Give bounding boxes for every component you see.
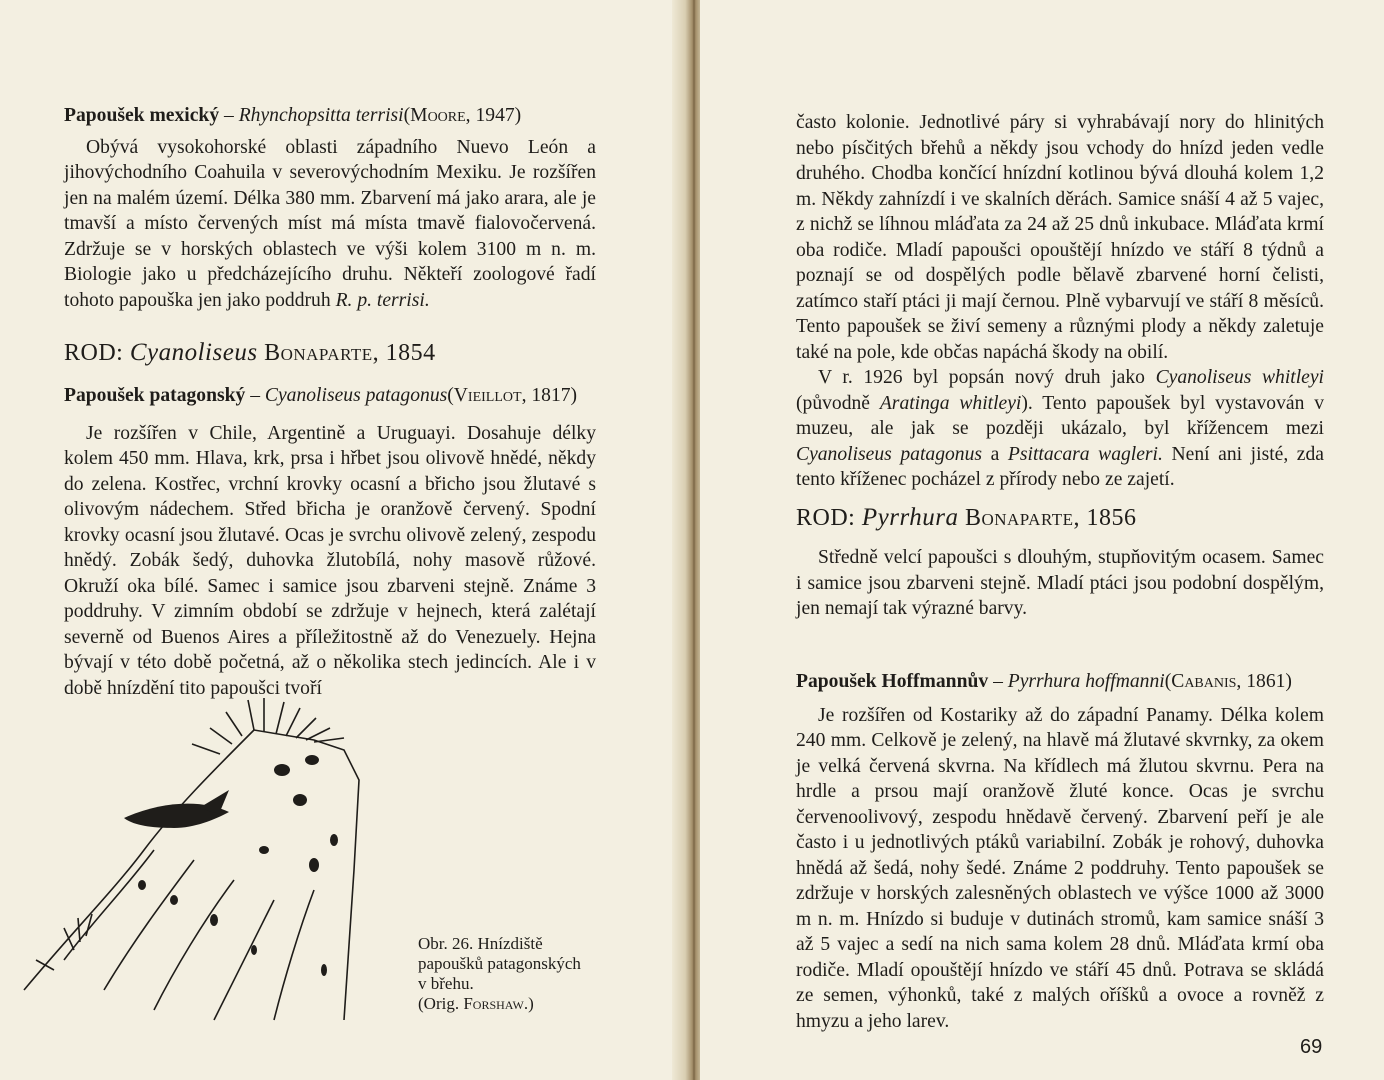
species-latin-name: Rhynchopsitta terrisi	[238, 105, 404, 126]
species-author: (Cabanis, 1861)	[1164, 671, 1292, 692]
genus-prefix: ROD:	[796, 505, 862, 531]
left-page	[0, 0, 686, 1080]
species-description: Je rozšířen v Chile, Argentině a Uruguayi. Dosahuje délky kolem 450 mm. Hlava, krk, prsa i hřbet jsou olivově hnědé, někdy do zelena. Kostřec, vrchní krovky ocasní a břicho jsou žlutavé s olivovým nádechem. Střed břicha je oranžově červený. Spodní krovky ocasní jsou žlutavé. Ocas je svrchu olivově zelený, zespodu hnědý. Zobák šedý, duhovka žlutobílá, nohy masově růžové. Okruží oka bílé. Samec i samice jsou zbarveni stejně. Známe 3 poddruhy. V zimním období se zdržuje v hejnech, která zalétají severně od Buenos Aires a příležitostně až do Venezuely. Hejna bývají v této době početná, až o několika stech jedincích. Ale i v době hnízdění tito papoušci tvoří	[64, 422, 596, 699]
genus-name: Pyrrhura	[861, 504, 959, 531]
heading-dash: –	[219, 105, 239, 126]
heading-dash: –	[988, 671, 1008, 692]
text-run: V r. 1926 byl popsán nový druh jako	[818, 367, 1156, 388]
nesting-cliff-illustration	[14, 690, 414, 1035]
right-page	[700, 0, 1384, 1080]
heading-dash: –	[245, 385, 265, 406]
species-heading	[64, 383, 596, 409]
genus-description: Středně velcí papoušci s dlouhým, stupňovitým ocasem. Samec i samice jsou zbarveni stejně. Mladí ptáci jsou podobní dospělým, jen nemají tak výrazné barvy.	[796, 547, 1324, 619]
latin-run: Cyanoliseus patagonus	[796, 443, 983, 465]
caption-line: v břehu.	[418, 974, 474, 993]
species-common-name: Papoušek patagonský	[64, 385, 246, 406]
continued-text	[796, 110, 1324, 493]
description-text: Obývá vysokohorské oblasti západního Nuevo León a jihovýchodního Coahuila v severovýchodním Mexiku. Je rozšířen jen na malém území. Délka 380 mm. Zbarvení má jako arara, ale je tmavší a místo červených míst má místa tmavě fialovočervená. Zdržuje se v horských oblastech ve výši kolem 3100 m n. m. Biologie jako u předcházejícího druhu. Někteří zoologové řadí tohoto papouška jen jako poddruh	[64, 136, 596, 311]
text-run: (původně	[796, 392, 880, 414]
latin-run: Cyanoliseus whitleyi	[1155, 367, 1324, 388]
figure-caption	[418, 934, 618, 1014]
genus-author: Bonaparte, 1856	[958, 505, 1137, 531]
genus-heading	[64, 338, 596, 368]
species-entry-hoffmann-parrot	[796, 669, 1324, 1034]
caption-line	[418, 994, 618, 1014]
genus-name: Cyanoliseus	[129, 339, 258, 366]
latin-run: Psittacara wagleri.	[1007, 443, 1163, 465]
species-description: Je rozšířen od Kostariky až do západní Panamy. Délka kolem 240 mm. Celkově je zelený, na hlavě má žlutavé skvrnky, za okem je velká červená skvrna. Na křídlech má žlutou skvrnu. Pera na hrdle a prsou mají oranžově žluté konce. Ocas je svrchu červenoolivový, zespodu hnědavě červený. Zbarvení peří je ale často i u jednotlivých ptáků variabilní. Zobák je rohový, duhovka hnědá až šedá, nohy šedé. Známe 2 poddruhy. Tento papoušek se zdržuje v horských zalesněných oblastech ve výšce 1000 až 3000 m n. m. Hnízdo si buduje v dutinách stromů, kam samice snáší 3 až 5 vajec a sedí na nich sama kolem 28 dnů. Mláďata krmí oba rodiče. Mladí opouštějí hnízdo ve stáří 45 dnů. Potrava se skládá ze semen, výhonků, také z malých oříšků a ovoce a rovněž z hmyzu a jeho larev.	[796, 704, 1324, 1032]
species-heading	[64, 103, 596, 129]
species-latin-name: Pyrrhura hoffmanni	[1007, 671, 1165, 692]
caption-author: Forshaw.)	[463, 994, 534, 1013]
genus-heading-pyrrhura	[796, 503, 1324, 622]
genus-prefix: ROD:	[64, 340, 130, 366]
species-common-name: Papoušek mexický	[64, 105, 220, 126]
text-run: ). Tento papoušek byl vystavován v muzeu, ale jak se později ukázalo, byl křížencem mezi	[796, 392, 1324, 439]
latin-run: Aratinga whitleyi	[879, 392, 1022, 414]
page-number: 69	[1300, 1036, 1323, 1058]
species-author: (Moore, 1947)	[403, 105, 522, 126]
species-heading	[796, 669, 1324, 695]
genus-heading-cyanoliseus	[64, 338, 596, 368]
genus-heading	[796, 503, 1324, 533]
species-latin-name: Cyanoliseus patagonus	[264, 385, 448, 406]
whitleyi-paragraph	[796, 365, 1324, 493]
caption-line: Obr. 26. Hnízdiště	[418, 934, 543, 953]
text-run: Není ani jisté, zda tento kříženec pocházel z přírody nebo ze zajetí.	[796, 443, 1325, 490]
text-run: a	[982, 443, 1008, 465]
subspecies-name: R. p. terrisi.	[335, 289, 430, 311]
caption-prefix: (Orig.	[418, 994, 464, 1013]
species-description	[64, 135, 596, 314]
species-author: (Vieillot, 1817)	[447, 385, 578, 406]
species-entry-mexican-parrot	[64, 103, 596, 313]
caption-line: papoušků patagonských	[418, 954, 581, 973]
species-common-name: Papoušek Hoffmannův	[796, 671, 989, 692]
continued-paragraph: často kolonie. Jednotlivé páry si vyhrabávají nory do hlinitých nebo písčitých břehů a někdy jsou vchody do hnízd jeden vedle druhého. Chodba končící hnízdní kotlinou bývá dlouhá kolem 1,2 m. Někdy zahnízdí i ve skalních děrách. Samice snáší 4 až 5 vajec, z nichž se líhnou mláďata za 24 až 25 dnů inkubace. Mláďata krmí oba rodiče. Mladí papoušci opouštějí hnízdo ve stáří 8 týdnů a poznají se od dospělých podle bělavě zbarvené horní čelisti, zatímco staří ptáci ji mají černou. Plně vybarvují ve stáří 8 měsíců. Tento papoušek se živí semeny a různými plody a někdy zaletuje také na pole, kde občas napáchá škody na obilí.	[796, 112, 1324, 363]
species-entry-patagonian-parrot	[64, 383, 596, 701]
genus-author: Bonaparte, 1854	[257, 340, 436, 366]
